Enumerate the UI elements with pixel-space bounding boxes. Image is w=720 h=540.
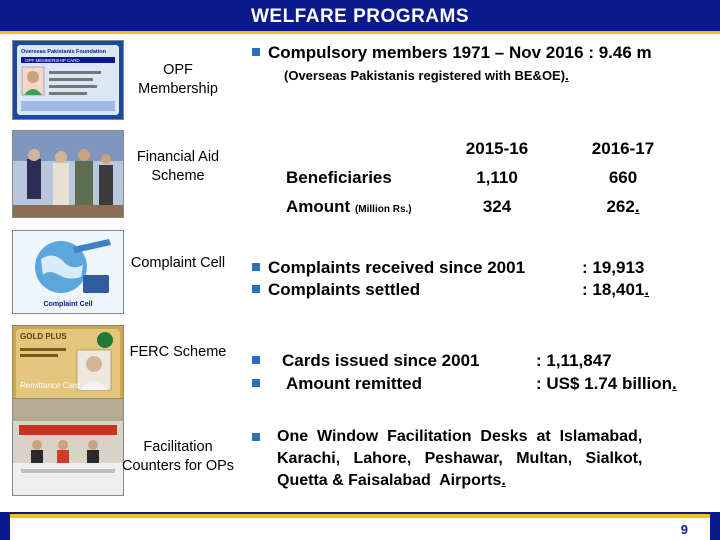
ferc-card-brand: GOLD PLUS [20, 332, 67, 341]
bullet-square-icon [252, 356, 260, 364]
complaints-received-bullet [252, 256, 525, 279]
table-header-row [278, 134, 688, 163]
complaint-cell-label: Complaint Cell [130, 255, 226, 271]
table-header-cell [278, 134, 436, 163]
opf-registration-note [284, 68, 569, 83]
bullet-square-icon [252, 433, 260, 441]
amount-2016-17: 262 [606, 196, 635, 216]
financial-aid-label: Financial Aid Scheme [136, 149, 220, 184]
page-number: 9 [680, 522, 688, 537]
cards-issued-value: : 1,11,847 [536, 351, 612, 370]
opf-card-caption: OPF MEMBERSHIP CARD [25, 58, 80, 63]
opf-members-bullet [252, 41, 652, 64]
opf-card-org: Overseas Pakistanis Foundation [21, 49, 106, 55]
amount-remitted-value [536, 372, 677, 395]
table-header-cell: 2016-17 [591, 138, 655, 158]
financial-aid-photo [13, 131, 123, 217]
complaints-settled-value [582, 278, 649, 301]
bullet-square-icon [252, 48, 260, 56]
title-underline [0, 31, 720, 34]
complaints-settled-number: : 18,401 [582, 280, 645, 299]
opf-registration-text: (Overseas Pakistanis registered with BE&OE) [284, 68, 566, 83]
table-header-cell: 2015-16 [465, 138, 529, 158]
table-row [278, 192, 688, 221]
amount-remitted-text: Amount remitted [286, 374, 422, 393]
facilitation-counter-photo [13, 399, 123, 495]
opf-label: OPF Membership [138, 62, 218, 97]
table-row-label [278, 192, 436, 221]
facilitation-line-3 [277, 470, 697, 492]
opf-registration-end: . [565, 68, 569, 83]
table-cell [558, 192, 688, 221]
facilitation-label: Facilitation Counters for OPs [122, 439, 235, 474]
footer-inner [10, 514, 710, 540]
facilitation-line-1: One Window Facilitation Desks at Islamabad, [277, 428, 643, 445]
opf-card-graphic [13, 41, 123, 119]
complaint-cell-image-text: Complaint Cell [43, 301, 93, 308]
ferc-card-caption: Remittance Card [20, 381, 81, 390]
footer-bar [0, 512, 720, 540]
facilitation-line-2: Karachi, Lahore, Peshawar, Multan, Sialkot, [277, 450, 643, 467]
complaints-received-text: Complaints received since 2001 [268, 258, 526, 277]
ferc-card-image [12, 325, 124, 409]
opf-card-image [12, 40, 124, 120]
cards-issued-bullet [252, 349, 480, 372]
complaints-settled-bullet [252, 278, 420, 301]
table-cell: 324 [482, 196, 512, 216]
page-title: WELFARE PROGRAMS [250, 6, 470, 27]
financial-aid-table [278, 134, 688, 221]
facilitation-bullet [252, 426, 268, 449]
complaints-settled-text: Complaints settled [268, 280, 421, 299]
amount-remitted-bullet [252, 372, 422, 395]
table-cell: 1,110 [476, 167, 518, 187]
complaint-cell-image [12, 230, 124, 314]
amount-label: Amount [286, 196, 351, 216]
amount-remitted-end: . [672, 374, 677, 393]
amount-remitted-number: : US$ 1.74 billion [536, 374, 673, 393]
ferc-label: FERC Scheme [129, 344, 227, 360]
ferc-card-graphic [13, 326, 123, 408]
bullet-square-icon [252, 379, 260, 387]
opf-members-text: Compulsory members 1971 – Nov 2016 : 9.46 m [268, 43, 652, 62]
facilitation-counter-image [12, 398, 124, 496]
facilitation-line-3-text: Quetta & Faisalabad Airports [277, 472, 502, 489]
complaints-received-value: : 19,913 [582, 258, 645, 277]
beneficiaries-label: Beneficiaries [286, 167, 392, 187]
complaints-settled-end: . [644, 280, 650, 299]
amount-end: . [634, 196, 640, 216]
bullet-square-icon [252, 263, 260, 271]
bullet-square-icon [252, 285, 260, 293]
amount-unit: (Million Rs.) [354, 203, 412, 215]
table-row-label [278, 163, 436, 192]
facilitation-text [277, 426, 697, 492]
cards-issued-text: Cards issued since 2001 [282, 351, 480, 370]
complaint-cell-graphic [13, 231, 123, 313]
table-cell [558, 163, 688, 192]
table-row [278, 163, 688, 192]
facilitation-line-3-end: . [501, 472, 506, 489]
beneficiaries-2016-17: 660 [608, 167, 638, 187]
financial-aid-image [12, 130, 124, 218]
title-bar [0, 0, 720, 34]
